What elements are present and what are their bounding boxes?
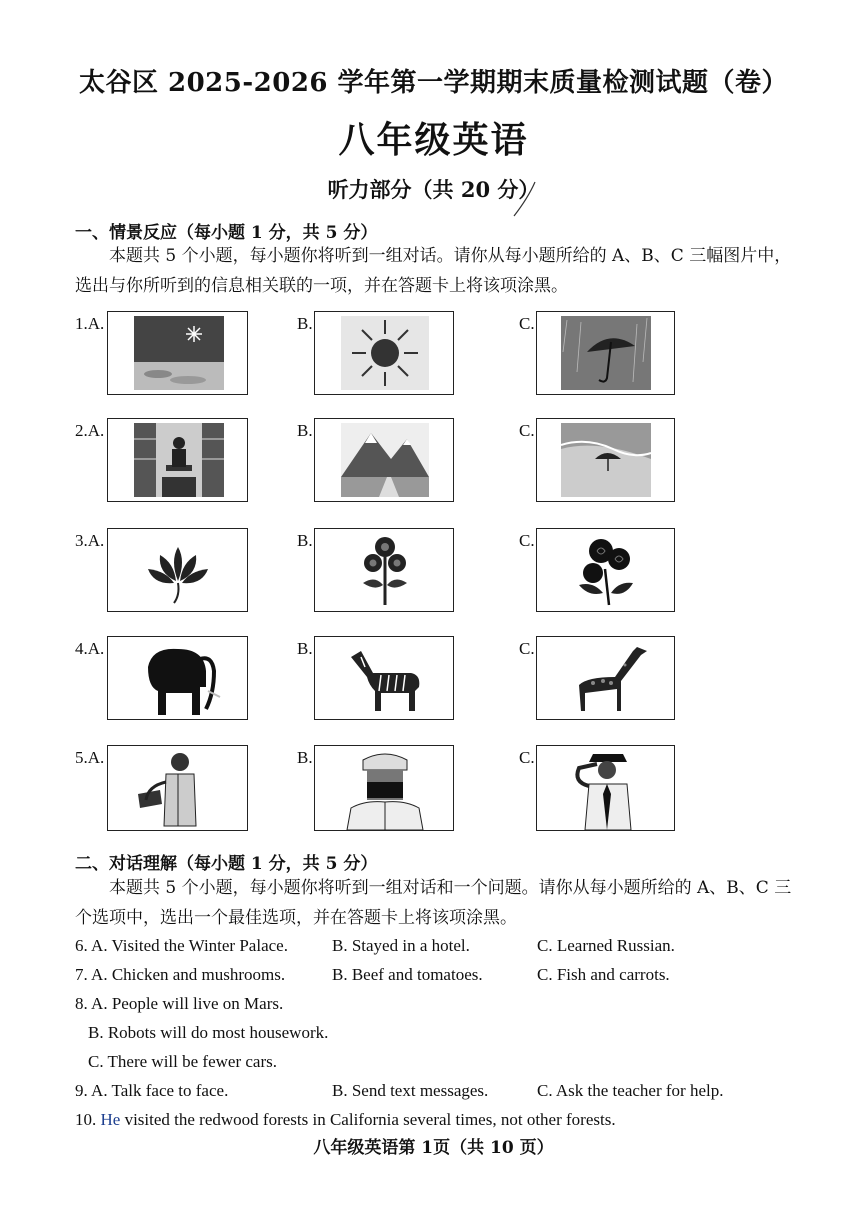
q2-option-a-picture[interactable] <box>107 418 248 502</box>
q2-label-a: 2.A. <box>75 421 105 440</box>
q5-option-a-picture[interactable] <box>107 745 248 831</box>
q8-option-b[interactable]: B. Robots will do most housework. <box>88 1023 329 1042</box>
q9-option-b[interactable]: B. Send text messages. <box>332 1081 489 1100</box>
q9-option-c[interactable]: C. Ask the teacher for help. <box>537 1081 724 1100</box>
library-person-icon <box>108 419 247 501</box>
q6-option-b[interactable]: B. Stayed in a hotel. <box>332 936 470 955</box>
roses-icon <box>537 529 674 611</box>
q5-label-a: 5.A. <box>75 748 105 767</box>
q4-label-a: 4.A. <box>75 639 105 658</box>
q10-statement <box>75 1110 616 1130</box>
q3-label-a: 3.A. <box>75 531 105 550</box>
elephant-icon <box>108 637 247 719</box>
q10-text: visited the redwood forests in California several times, not other forests. <box>124 1110 616 1129</box>
q1-label-c: C. <box>519 314 535 333</box>
q3-label-b: B. <box>297 531 313 550</box>
section1-heading: 一、情景反应（每小题 1 分，共 5 分） <box>75 223 378 243</box>
q1-label-a: 1.A. <box>75 314 105 333</box>
q7-option-a[interactable]: 7. A. Chicken and mushrooms. <box>75 965 286 984</box>
section2-heading: 二、对话理解（每小题 1 分，共 5 分） <box>75 854 378 874</box>
q1-label-b: B. <box>297 314 313 333</box>
q1-option-b-picture[interactable] <box>314 311 454 395</box>
q3-option-b-picture[interactable] <box>314 528 454 612</box>
q7-option-b[interactable]: B. Beef and tomatoes. <box>332 965 483 984</box>
q3-option-c-picture[interactable] <box>536 528 675 612</box>
q3-label-c: C. <box>519 531 535 550</box>
exam-title: 太谷区 2025-2026 学年第一学期期末质量检测试题（卷） <box>78 68 789 98</box>
part-title: 听力部分（共 20 分） <box>327 177 540 202</box>
q5-option-b-picture[interactable] <box>314 745 454 831</box>
q8-option-a[interactable]: 8. A. People will live on Mars. <box>75 994 284 1013</box>
q4-option-b-picture[interactable] <box>314 636 454 720</box>
q5-option-c-picture[interactable] <box>536 745 675 831</box>
q4-label-c: C. <box>519 639 535 658</box>
saluting-officer-icon <box>537 746 674 830</box>
q2-label-c: C. <box>519 421 535 440</box>
sun-icon <box>315 312 453 394</box>
q6-option-c[interactable]: C. Learned Russian. <box>537 936 675 955</box>
q5-label-b: B. <box>297 748 313 767</box>
q5-label-c: C. <box>519 748 535 767</box>
subject-title: 八年级英语 <box>338 119 529 161</box>
q10-number: 10. <box>75 1110 97 1129</box>
page-footer: 八年级英语第 1页（共 10 页） <box>313 1138 554 1158</box>
q4-option-a-picture[interactable] <box>107 636 248 720</box>
section1-instructions: 本题共 5 个小题，每小题你将听到一组对话。请你从每小题所给的 A、B、C 三幅图片中，选出与你所听到的信息相关联的一项，并在答题卡上将该项涂黑。 <box>75 246 792 296</box>
q4-option-c-picture[interactable] <box>536 636 675 720</box>
sunflower-icon <box>315 529 453 611</box>
rain-umbrella-icon <box>537 312 674 394</box>
q8-option-c[interactable]: C. There will be fewer cars. <box>88 1052 277 1071</box>
zebra-icon <box>315 637 453 719</box>
q2-label-b: B. <box>297 421 313 440</box>
q1-option-a-picture[interactable] <box>107 311 248 395</box>
lotus-icon <box>108 529 247 611</box>
q6-option-a[interactable]: 6. A. Visited the Winter Palace. <box>75 936 288 955</box>
q9-option-a[interactable]: 9. A. Talk face to face. <box>75 1081 229 1100</box>
section2-instructions: 本题共 5 个小题，每小题你将听到一组对话和一个问题。请你从每小题所给的 A、B、C 三个选项中，选出一个最佳选项，并在答题卡上将该项涂黑。 <box>75 878 792 928</box>
reading-man-icon <box>108 746 247 830</box>
q2-option-b-picture[interactable] <box>314 418 454 502</box>
q7-option-c[interactable]: C. Fish and carrots. <box>537 965 670 984</box>
snow-scene-icon <box>108 312 247 394</box>
doctor-icon <box>315 746 453 830</box>
mountains-icon <box>315 419 453 501</box>
q10-subject: He <box>100 1110 121 1129</box>
pen-stroke-mark <box>510 180 540 220</box>
q2-option-c-picture[interactable] <box>536 418 675 502</box>
q3-option-a-picture[interactable] <box>107 528 248 612</box>
beach-umbrella-icon <box>537 419 674 501</box>
q1-option-c-picture[interactable] <box>536 311 675 395</box>
giraffe-icon <box>537 637 674 719</box>
q4-label-b: B. <box>297 639 313 658</box>
